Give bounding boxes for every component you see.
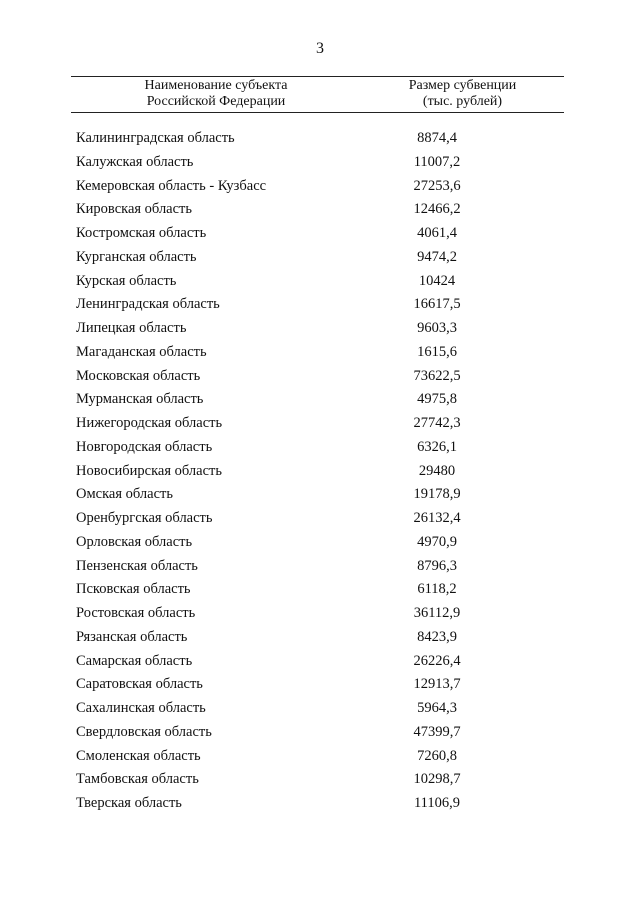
table-row (76, 294, 564, 318)
table-row (76, 413, 564, 437)
subject-name-cell: Курская область (76, 272, 177, 289)
column-header-subvention-line-1: Размер субвенции (408, 78, 517, 93)
subvention-value-cell: 73622,5 (413, 367, 461, 384)
subvention-value-cell: 1615,6 (417, 343, 457, 360)
subvention-value-cell: 6326,1 (417, 438, 457, 455)
subject-name-cell: Кемеровская область - Кузбасс (76, 177, 267, 194)
table-row (76, 366, 564, 390)
subject-name-cell: Московская область (76, 367, 201, 384)
subject-name-cell: Мурманская область (76, 391, 204, 408)
table-row (76, 389, 564, 413)
subject-name-cell: Омская область (76, 486, 173, 503)
subvention-value-cell: 36112,9 (413, 605, 461, 621)
subvention-value-cell: 8796,3 (417, 557, 457, 574)
table-row (76, 556, 564, 580)
table-row (76, 508, 564, 532)
table-row (76, 746, 564, 770)
subject-name-cell: Тамбовская область (76, 771, 199, 788)
subvention-value-cell: 8423,9 (417, 628, 457, 645)
subvention-value-cell: 5964,3 (417, 700, 457, 716)
subvention-value-cell: 12466,2 (413, 201, 461, 218)
subvention-value-cell: 27742,3 (413, 415, 461, 431)
subvention-value-cell: 29480 (418, 462, 456, 479)
subvention-value-cell: 7260,8 (417, 747, 457, 764)
subject-name-cell: Псковская область (76, 581, 191, 598)
table-row (76, 461, 564, 485)
subject-name-cell: Нижегородская область (76, 415, 223, 431)
subvention-value-cell: 4970,9 (417, 533, 457, 550)
table-row (76, 627, 564, 651)
subject-name-cell: Саратовская область (76, 676, 203, 693)
subject-name-cell: Калининградская область (76, 130, 235, 146)
subvention-value-cell: 11007,2 (413, 153, 461, 170)
subject-name-cell: Ростовская область (76, 605, 196, 621)
table-row (76, 579, 564, 603)
subject-name-cell: Свердловская область (76, 723, 212, 740)
subvention-value-cell: 12913,7 (413, 676, 461, 693)
subject-name-cell: Кировская область (76, 201, 193, 218)
subvention-value-cell: 16617,5 (413, 296, 461, 313)
table-row (76, 271, 564, 295)
table-row (76, 698, 564, 722)
column-header-subject-line-1: Наименование субъекта (144, 78, 288, 93)
subject-name-cell: Рязанская область (76, 628, 188, 645)
subvention-value-cell: 6118,2 (417, 581, 457, 598)
table-body (76, 128, 564, 817)
table-row (76, 722, 564, 746)
table-row (76, 128, 564, 152)
column-header-subvention-line-2: (тыс. рублей) (422, 94, 503, 109)
table-row (76, 674, 564, 698)
subvention-value-cell: 27253,6 (413, 177, 461, 194)
subvention-value-cell: 8874,4 (417, 130, 457, 146)
subvention-value-cell: 26226,4 (413, 652, 461, 669)
table-row (76, 793, 564, 817)
subvention-value-cell: 19178,9 (413, 486, 461, 503)
subject-name-cell: Калужская область (76, 153, 194, 170)
subject-name-cell: Орловская область (76, 533, 193, 550)
subvention-value-cell: 11106,9 (413, 795, 461, 811)
table-row (76, 223, 564, 247)
table-row (76, 484, 564, 508)
subvention-value-cell: 9474,2 (417, 248, 457, 265)
subject-name-cell: Магаданская область (76, 343, 207, 360)
page-number: 3 (316, 40, 324, 57)
subvention-value-cell: 10424 (418, 272, 456, 289)
subject-name-cell: Сахалинская область (76, 700, 206, 716)
subvention-value-cell: 26132,4 (413, 510, 461, 526)
subject-name-cell: Смоленская область (76, 747, 201, 764)
subject-name-cell: Новосибирская область (76, 462, 222, 479)
subvention-value-cell: 47399,7 (413, 723, 461, 740)
subject-name-cell: Тверская область (76, 795, 182, 811)
table-row (76, 247, 564, 271)
table-header (71, 76, 564, 113)
table-row (76, 532, 564, 556)
table-row (76, 199, 564, 223)
subvention-value-cell: 9603,3 (417, 320, 457, 336)
subject-name-cell: Оренбургская область (76, 510, 213, 526)
subject-name-cell: Костромская область (76, 225, 207, 241)
subvention-value-cell: 4061,4 (417, 225, 457, 241)
column-header-subvention (361, 78, 564, 110)
subject-name-cell: Пензенская область (76, 557, 198, 574)
subject-name-cell: Ленинградская область (76, 296, 220, 313)
subvention-value-cell: 4975,8 (417, 391, 457, 408)
table-row (76, 176, 564, 200)
table-row (76, 769, 564, 793)
table-row (76, 437, 564, 461)
table-row (76, 603, 564, 627)
subject-name-cell: Новгородская область (76, 438, 213, 455)
subvention-value-cell: 10298,7 (413, 771, 461, 788)
subject-name-cell: Липецкая область (76, 320, 187, 336)
table-row (76, 318, 564, 342)
column-header-subject (71, 78, 361, 110)
subject-name-cell: Курганская область (76, 248, 197, 265)
table-row (76, 651, 564, 675)
table-row (76, 342, 564, 366)
subject-name-cell: Самарская область (76, 652, 193, 669)
column-header-subject-line-2: Российской Федерации (146, 94, 286, 109)
table-row (76, 152, 564, 176)
